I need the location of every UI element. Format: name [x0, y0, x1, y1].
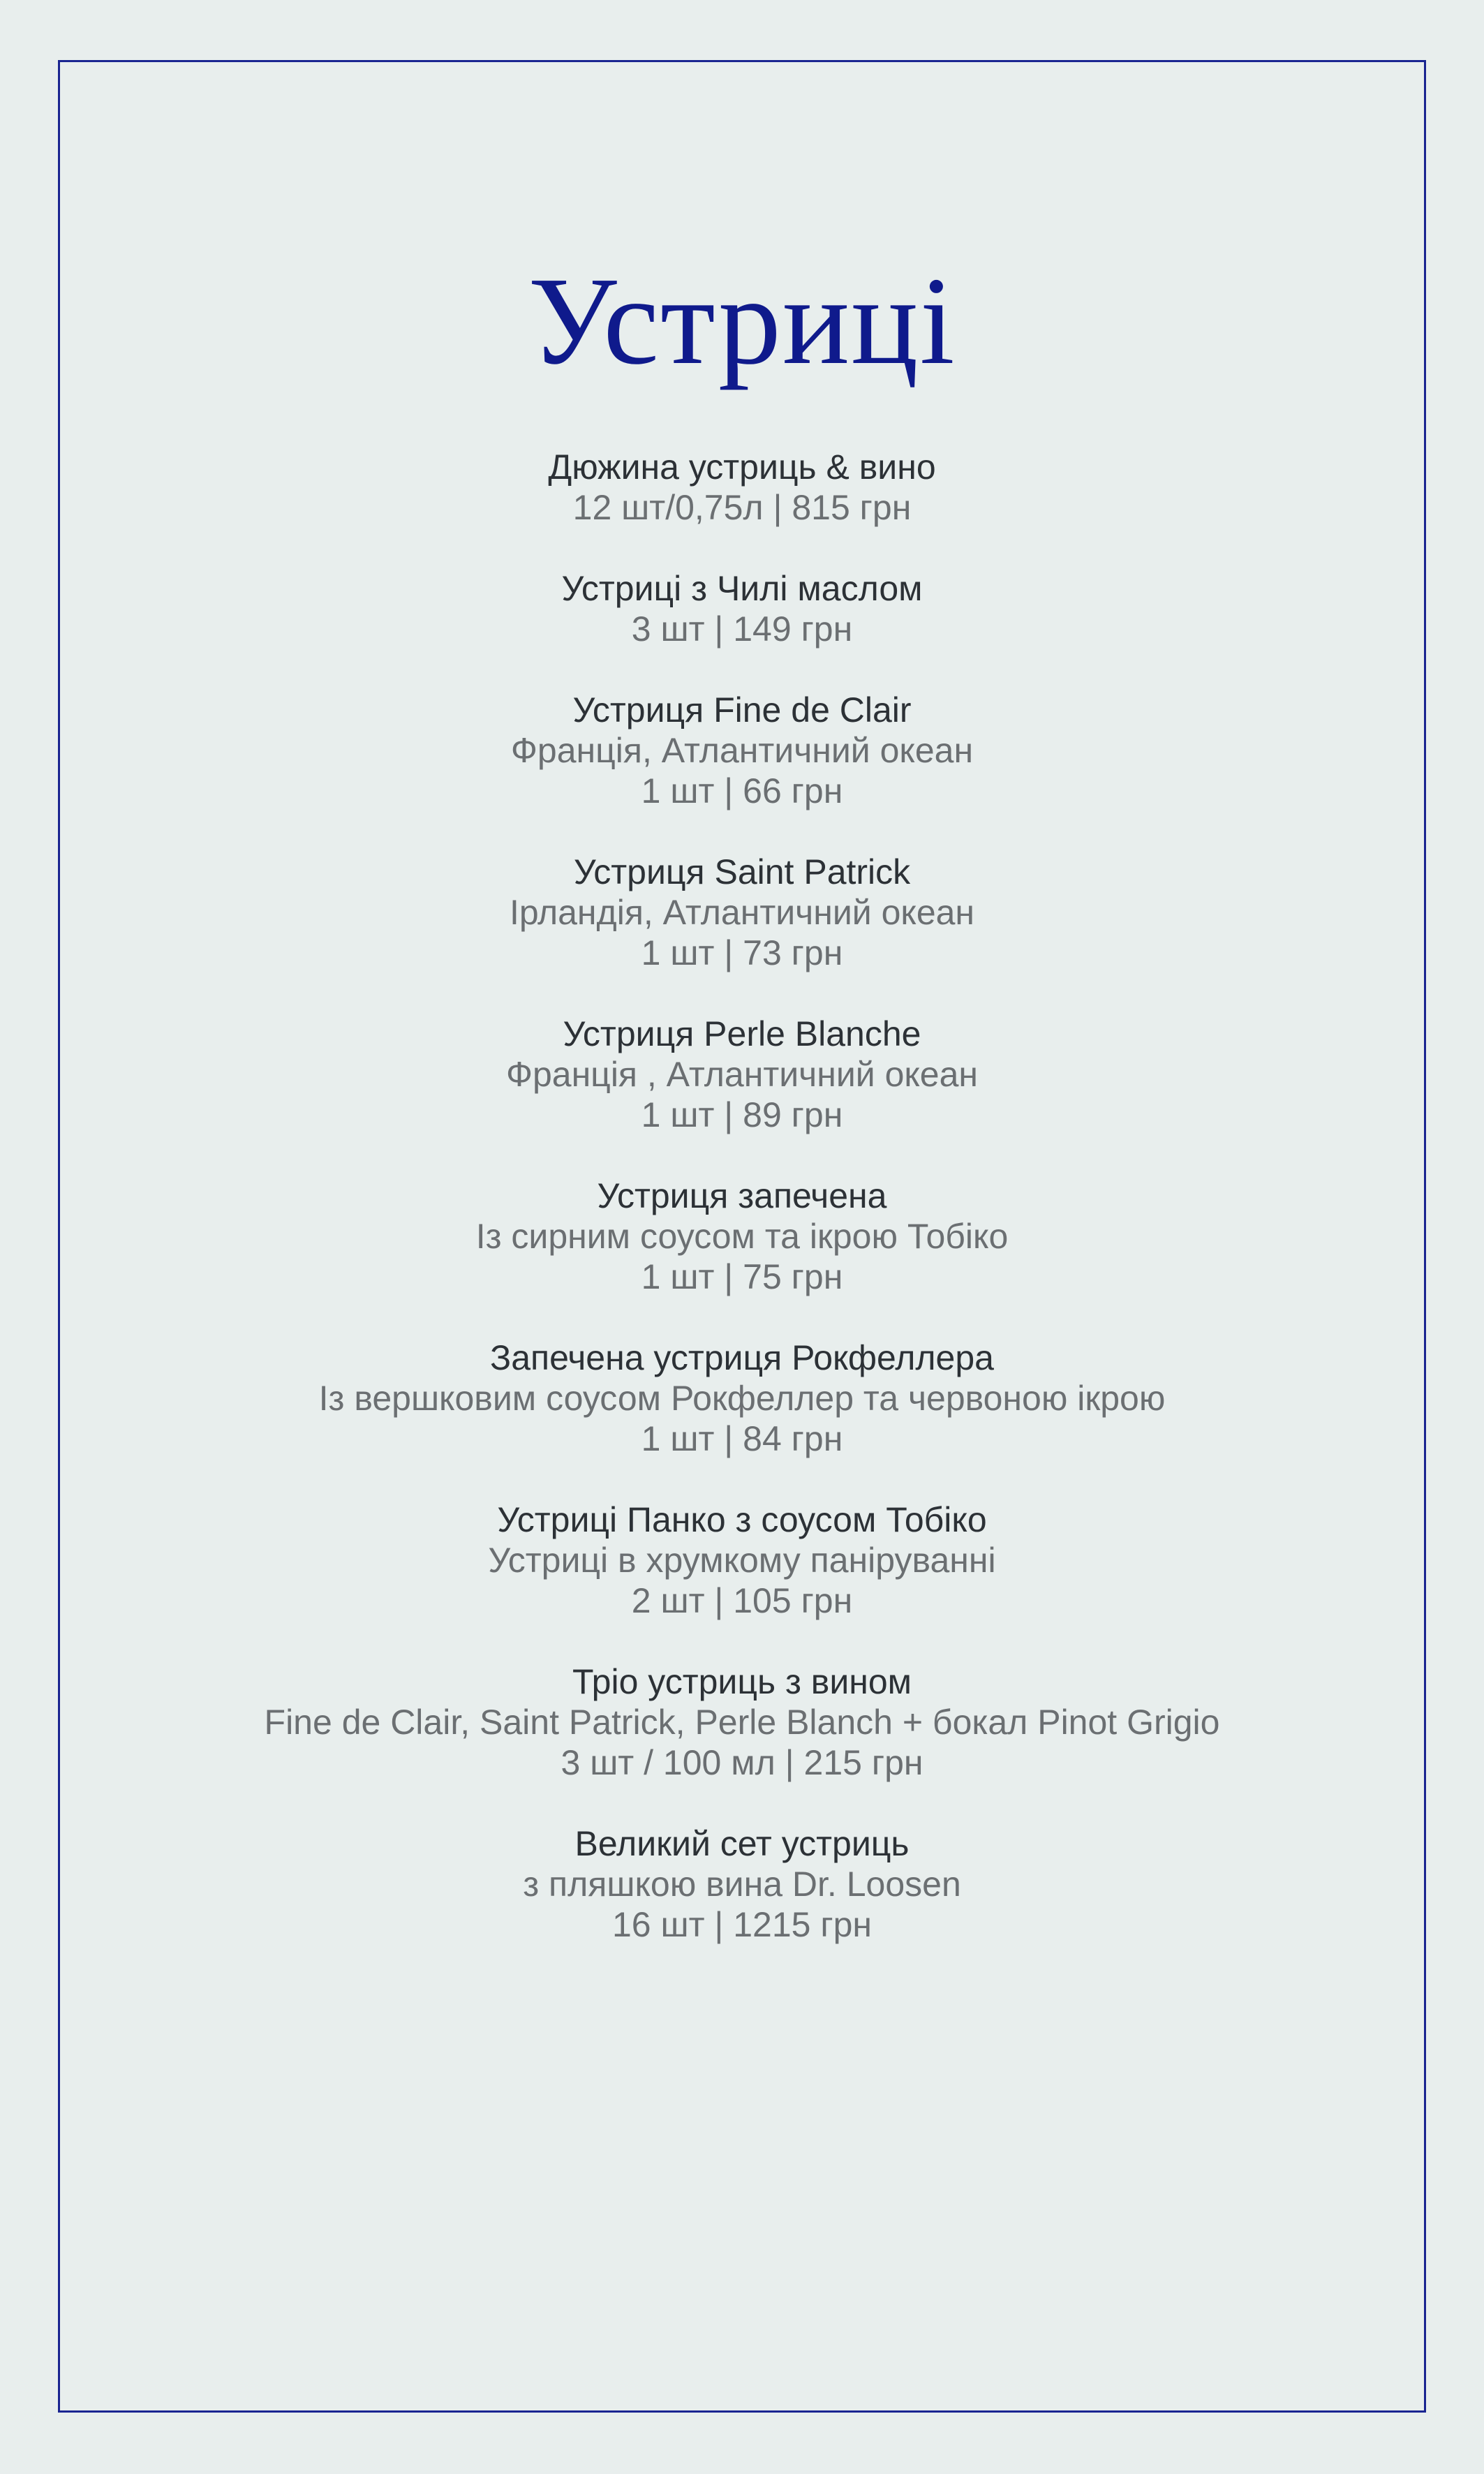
menu-item-price: 2 шт | 105 грн	[631, 1581, 853, 1620]
menu-item-price: 1 шт | 73 грн	[641, 933, 843, 972]
menu-item-name: Дюжина устриць & вино	[548, 447, 936, 487]
menu-item-price: 1 шт | 84 грн	[641, 1419, 843, 1458]
page-title: Устриці	[528, 251, 956, 390]
menu-item	[0, 568, 1484, 649]
menu-item-price: 1 шт | 75 грн	[641, 1257, 843, 1296]
menu-item-name: Тріо устриць з вином	[572, 1662, 912, 1701]
menu-item-description: Франція , Атлантичний океан	[505, 1055, 979, 1094]
menu-item	[0, 1338, 1484, 1459]
menu-item-price: 3 шт / 100 мл | 215 грн	[561, 1743, 923, 1782]
menu-item	[0, 1823, 1484, 1945]
menu-item-price: 3 шт | 149 грн	[631, 609, 853, 649]
menu-item-name: Устриця Fine de Clair	[572, 690, 912, 729]
menu-item-name: Устриця Perle Blanche	[563, 1014, 921, 1053]
menu-item	[0, 447, 1484, 528]
menu-item	[0, 1661, 1484, 1783]
menu-item	[0, 1499, 1484, 1621]
menu-item-name: Великий сет устриць	[574, 1824, 910, 1863]
menu-item	[0, 1176, 1484, 1297]
menu-item-name: Устриця запечена	[597, 1176, 887, 1215]
menu-item-name: Устриці з Чилі маслом	[561, 569, 923, 608]
menu-item-name: Устриці Панко з соусом Тобіко	[497, 1500, 987, 1539]
menu-item	[0, 852, 1484, 973]
menu-item-price: 1 шт | 66 грн	[641, 771, 843, 810]
menu-item-name: Запечена устриця Рокфеллера	[490, 1338, 994, 1377]
menu-item-description: Із вершковим соусом Рокфеллер та червоною ікрою	[318, 1379, 1166, 1418]
menu-item-description: Fine de Clair, Saint Patrick, Perle Blanch + бокал Pinot Grigio	[264, 1703, 1220, 1742]
menu-item-name: Устриця Saint Patrick	[573, 852, 911, 891]
menu-item-description: Устриці в хрумкому паніруванні	[488, 1541, 996, 1580]
menu-item	[0, 690, 1484, 811]
menu-item	[0, 1014, 1484, 1135]
menu-item-price: 1 шт | 89 грн	[641, 1095, 843, 1134]
menu-item-description: Із сирним соусом та ікрою Тобіко	[475, 1217, 1009, 1256]
menu-item-description: Ірландія, Атлантичний океан	[509, 893, 975, 932]
menu-item-price: 16 шт | 1215 грн	[611, 1905, 873, 1944]
menu-item-price: 12 шт/0,75л | 815 грн	[572, 488, 912, 527]
menu-item-description: з пляшкою вина Dr. Loosen	[523, 1865, 961, 1904]
menu-item-description: Франція, Атлантичний океан	[510, 731, 974, 770]
menu-items-list	[0, 447, 1484, 1985]
